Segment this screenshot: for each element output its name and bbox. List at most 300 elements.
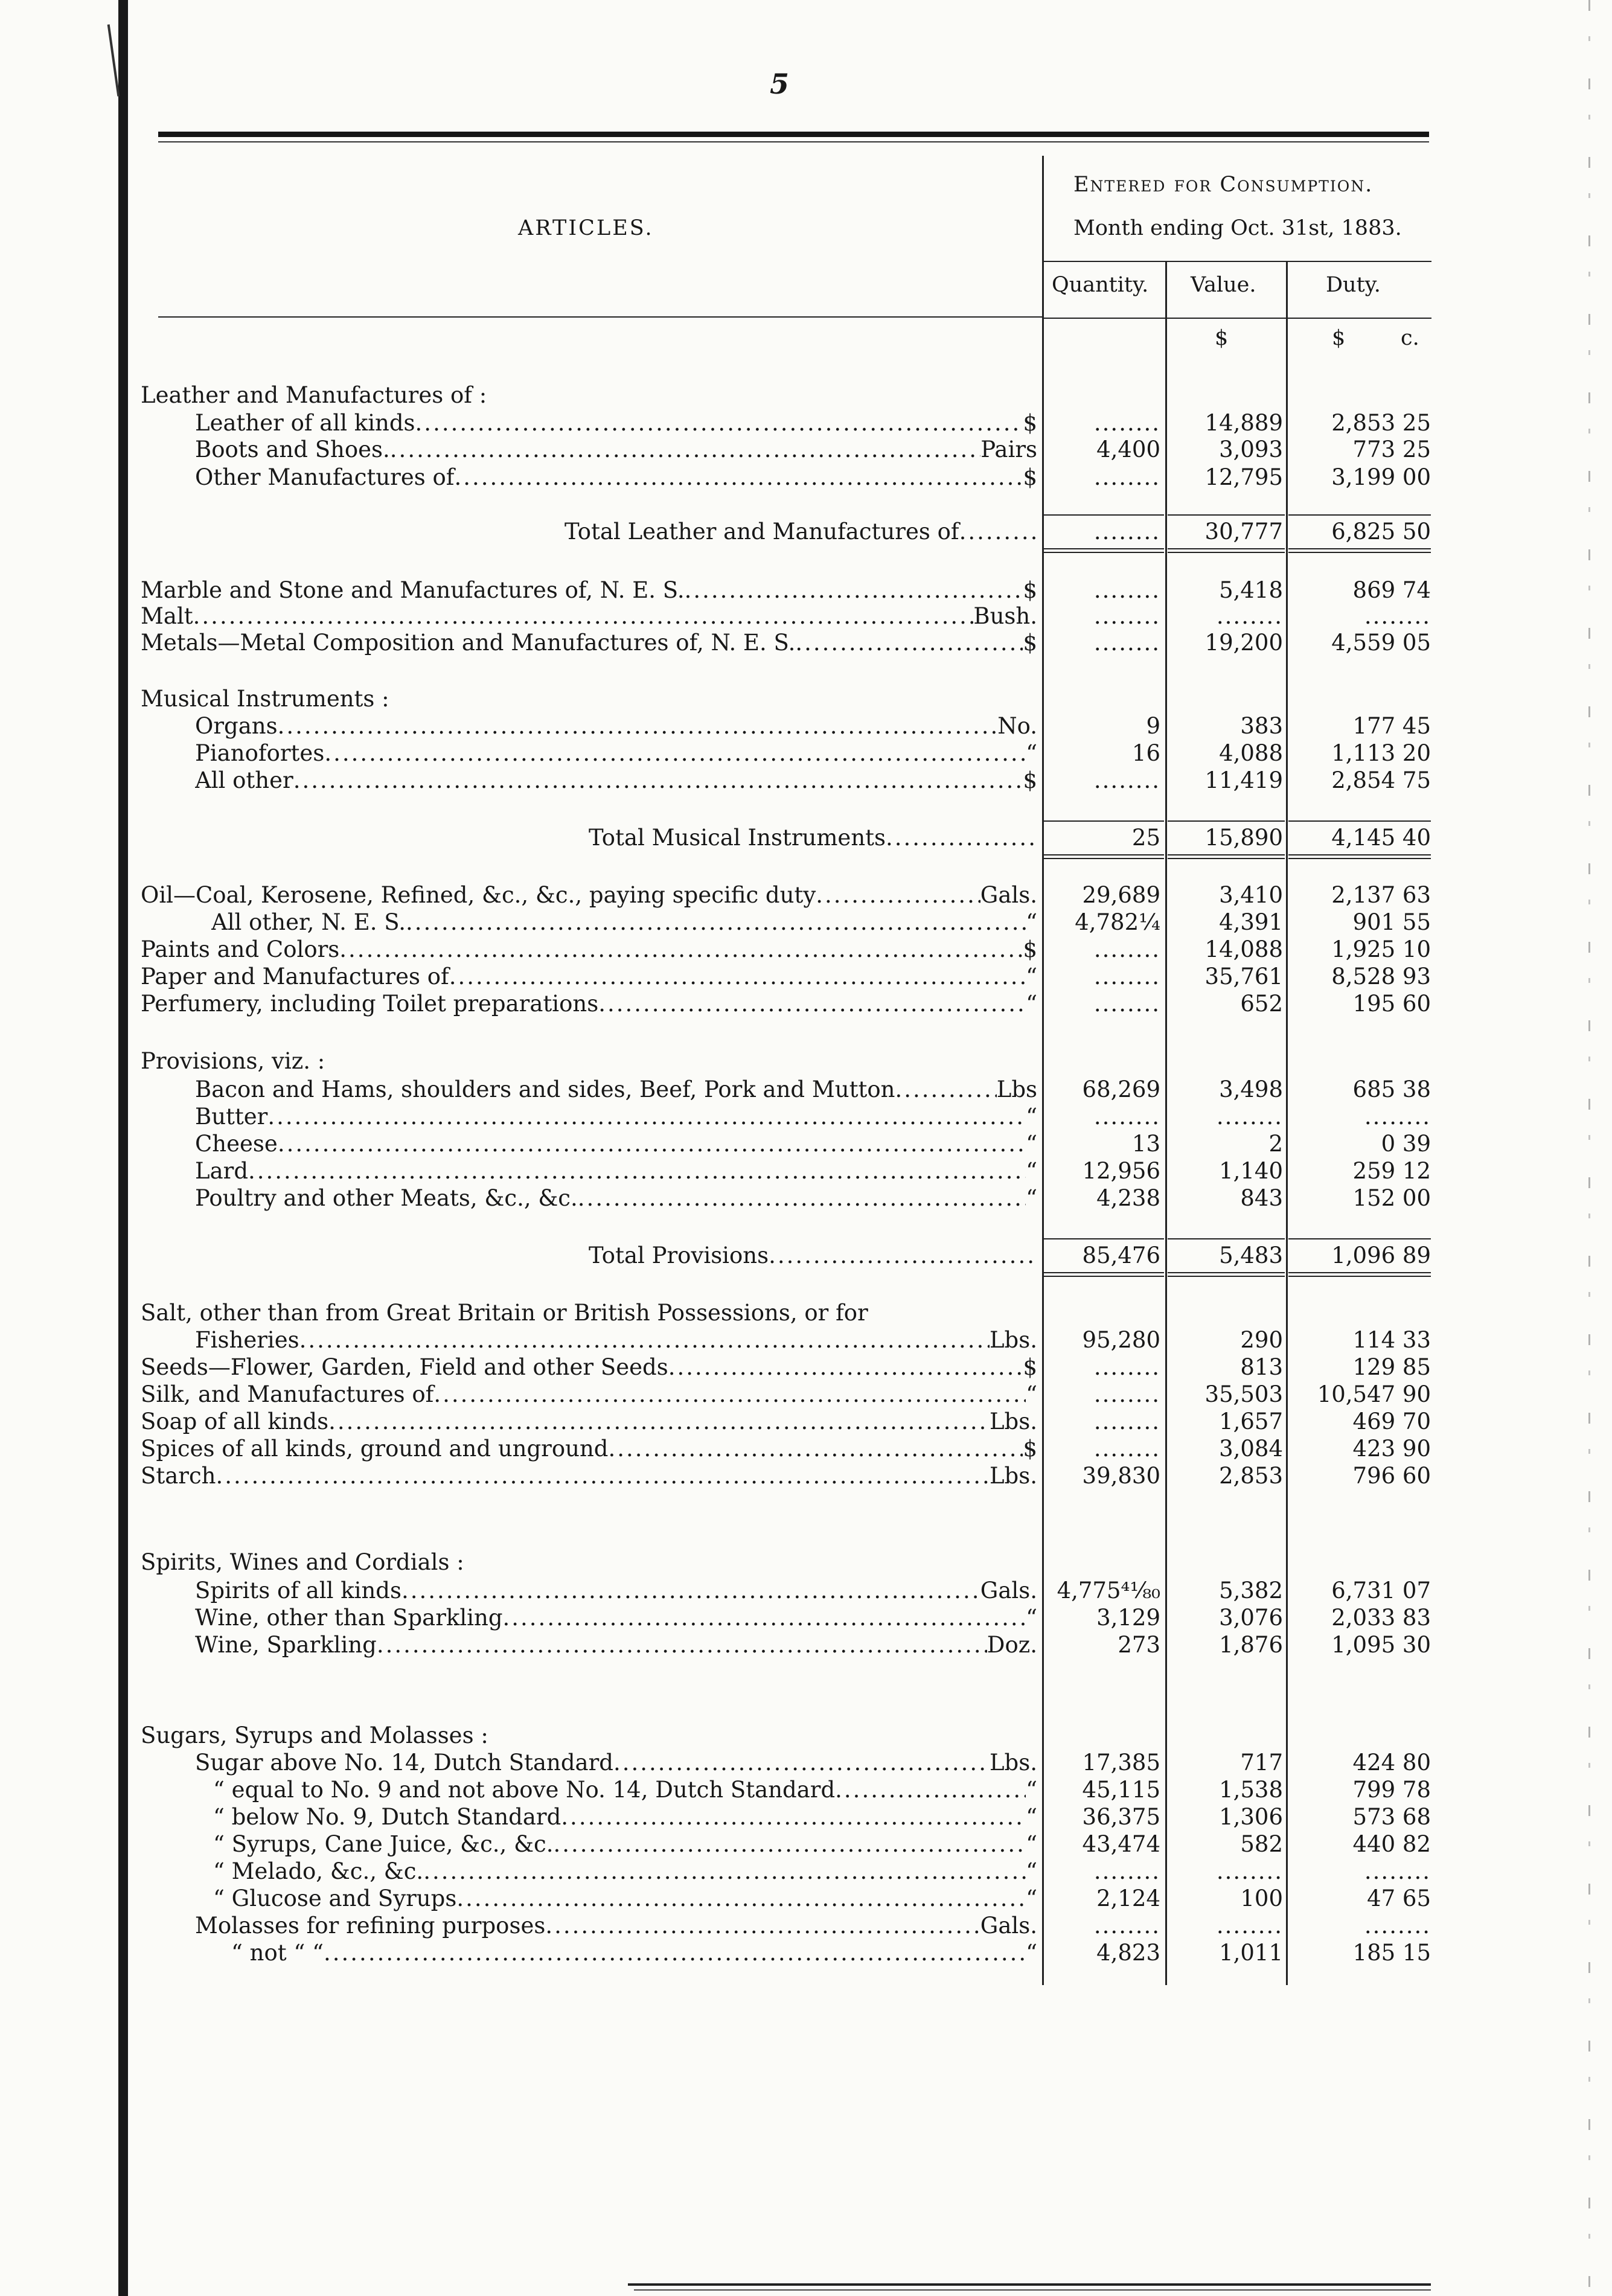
total-rule-below: [1168, 548, 1285, 549]
duty-cell: 796 60: [1352, 1463, 1431, 1489]
group-heading: [141, 685, 1037, 713]
article-label: [213, 1885, 1037, 1913]
duty-cell: 4,145 40: [1331, 825, 1431, 851]
value-cell: 19,200: [1204, 630, 1283, 656]
table-row: [0, 685, 1612, 713]
duty-cell: 1,096 89: [1331, 1242, 1431, 1268]
article-label: [141, 881, 1037, 909]
article-text: Spirits of all kinds: [195, 1578, 401, 1604]
quantity-cell: [1044, 1103, 1160, 1131]
article-text: Marble and Stone and Manufactures of, N. E. S.: [141, 577, 685, 603]
table-row: [0, 1722, 1612, 1750]
duty-cell: 0 39: [1381, 1131, 1431, 1157]
article-label: [195, 1130, 1037, 1158]
article-label: [195, 767, 1037, 795]
dot-leader: [561, 1803, 1026, 1831]
quantity-cell: 4,400: [1096, 436, 1160, 462]
unit-label: “: [1026, 1831, 1037, 1857]
value-unit: $: [1215, 326, 1229, 350]
table-row: [0, 1130, 1612, 1158]
article-text: Paper and Manufactures of: [141, 964, 449, 990]
unit-label: Gals.: [980, 1578, 1037, 1604]
article-text: “ not “ “: [231, 1940, 324, 1966]
dot-leader: [377, 1631, 987, 1659]
unit-label: “: [1026, 1858, 1037, 1884]
article-label: [195, 1076, 1037, 1104]
duty-cell: 177 45: [1352, 713, 1431, 739]
quantity-cell: 3,129: [1096, 1605, 1160, 1631]
unit-label: Bush.: [973, 603, 1037, 629]
quantity-cell: [1044, 1408, 1160, 1436]
total-rule-above: [1168, 1238, 1285, 1239]
period-header: Month ending Oct. 31st, 1883.: [1073, 216, 1402, 240]
dot-leader: [554, 1831, 1026, 1858]
quantity-cell: [1044, 1381, 1160, 1409]
dot-leader: [339, 936, 1023, 964]
quantity-cell: [1044, 990, 1160, 1018]
article-text: Seeds—Flower, Garden, Field and other Seeds: [141, 1354, 668, 1380]
header-bottom-rule: [158, 316, 1042, 318]
dot-leader: [456, 1885, 1026, 1913]
duty-cell: [1292, 1912, 1431, 1940]
unit-label: “: [1026, 1777, 1037, 1803]
article-text: Leather of all kinds: [195, 410, 415, 436]
dot-leader: [578, 1185, 1026, 1212]
value-cell: 35,761: [1204, 964, 1283, 990]
article-text: “ Glucose and Syrups: [213, 1885, 457, 1911]
duty-cell: 2,137 63: [1331, 882, 1431, 908]
group-heading: [141, 1549, 1037, 1576]
table-row: [0, 1408, 1612, 1436]
duty-cell: 1,113 20: [1331, 740, 1431, 766]
quantity-cell: 9: [1146, 713, 1160, 739]
total-rule-above: [1288, 820, 1431, 822]
dot-leader: [598, 990, 1026, 1018]
value-cell: 1,538: [1219, 1777, 1283, 1803]
duty-cell: 259 12: [1352, 1158, 1431, 1184]
unit-label: Lbs.: [989, 1463, 1037, 1489]
unit-label: “: [1026, 1940, 1037, 1966]
article-text: All other: [195, 767, 293, 793]
article-text: Sugars, Syrups and Molasses :: [141, 1722, 488, 1748]
article-label: [213, 1831, 1037, 1858]
article-label: [141, 1462, 1037, 1490]
duty-cell: 424 80: [1352, 1750, 1431, 1776]
duty-cell: 47 65: [1367, 1885, 1431, 1911]
dot-leader: [328, 1408, 990, 1436]
value-cell: 1,140: [1219, 1158, 1283, 1184]
dot-leader: [959, 518, 1037, 546]
total-rule-above: [1043, 1238, 1164, 1239]
article-label: [141, 936, 1037, 964]
article-text: Fisheries: [195, 1327, 299, 1353]
table-row: [0, 1185, 1612, 1212]
dot-leader: [685, 577, 1023, 604]
quantity-cell: 16: [1131, 740, 1160, 766]
total-rule-below: [1288, 548, 1431, 549]
table-row: [0, 1047, 1612, 1075]
total-rule-above: [1043, 514, 1164, 516]
value-cell: 3,084: [1219, 1436, 1283, 1462]
quantity-cell: 17,385: [1082, 1750, 1160, 1776]
dot-leader: [503, 1604, 1026, 1632]
total-label: [565, 518, 1037, 546]
article-text: Cheese: [195, 1131, 278, 1157]
article-label: [213, 1803, 1037, 1831]
article-text: Starch: [141, 1463, 216, 1489]
duty-cell: 469 70: [1352, 1409, 1431, 1434]
value-cell: 15,890: [1204, 825, 1283, 851]
table-row: [0, 740, 1612, 767]
value-cell: [1168, 603, 1283, 630]
group-heading: [141, 1047, 1037, 1075]
quantity-cell: 29,689: [1082, 882, 1160, 908]
dot-leader: [668, 1354, 1023, 1381]
article-label: [141, 990, 1037, 1018]
page-number: 5: [770, 68, 790, 100]
article-text: Bacon and Hams, shoulders and sides, Beef, Pork and Mutton: [195, 1076, 895, 1102]
dot-leader: [401, 1577, 980, 1605]
value-cell: 4,088: [1219, 740, 1283, 766]
duty-cell: 152 00: [1352, 1185, 1431, 1211]
value-cell: 14,088: [1204, 936, 1283, 962]
article-label: [141, 1381, 1037, 1409]
quantity-cell: [1044, 1858, 1160, 1885]
table-row: [0, 1939, 1612, 1967]
quantity-cell: 12,956: [1082, 1158, 1160, 1184]
dot-leader: [613, 1749, 990, 1777]
group-heading: [141, 1722, 1037, 1750]
table-row: [0, 1103, 1612, 1131]
duty-unit-dollars: $: [1332, 326, 1346, 350]
dot-leader: [248, 1157, 1026, 1185]
article-text: Boots and Shoes.: [195, 436, 390, 462]
unit-label: Lbs.: [989, 1750, 1037, 1776]
quantity-cell: 25: [1131, 825, 1160, 851]
group-heading: [141, 1299, 1037, 1327]
table-row: [0, 767, 1612, 795]
total-rule-below: [1043, 548, 1164, 549]
value-cell: 5,418: [1219, 577, 1283, 603]
article-text: Molasses for refining purposes: [195, 1913, 546, 1939]
quantity-cell: [1044, 603, 1160, 630]
total-rule-above: [1168, 820, 1285, 822]
unit-label: $: [1023, 410, 1037, 436]
value-cell: 813: [1240, 1354, 1283, 1380]
quantity-cell: 273: [1118, 1632, 1160, 1658]
quantity-cell: [1044, 1354, 1160, 1381]
header-bottom-rule-right: [1042, 318, 1431, 319]
quantity-cell: 4,823: [1096, 1940, 1160, 1966]
value-cell: 582: [1240, 1831, 1283, 1857]
article-label: [141, 1354, 1037, 1381]
unit-label: Doz.: [987, 1632, 1037, 1658]
dot-leader: [267, 1103, 1026, 1131]
value-cell: [1168, 1912, 1283, 1940]
article-text: Organs: [195, 713, 278, 739]
value-cell: 717: [1240, 1750, 1283, 1776]
article-text: Wine, other than Sparkling: [195, 1605, 503, 1631]
dot-leader: [324, 740, 1026, 767]
total-rule-below: [1168, 854, 1285, 855]
article-text: Total Leather and Manufactures of: [565, 519, 959, 545]
dot-leader: [816, 881, 980, 909]
duty-cell: [1292, 1103, 1431, 1131]
unit-label: $: [1023, 936, 1037, 962]
total-rule-below-double: [1168, 552, 1285, 553]
table-row: [0, 1435, 1612, 1463]
unit-label: “: [1026, 1381, 1037, 1407]
unit-label: Lbs.: [989, 1327, 1037, 1353]
unit-label: No.: [997, 713, 1037, 739]
col-value-header: Value.: [1191, 273, 1256, 297]
duty-cell: 423 90: [1352, 1436, 1431, 1462]
quantity-cell: [1044, 963, 1160, 991]
quantity-cell: 45,115: [1082, 1777, 1160, 1803]
table-row: [0, 909, 1612, 936]
article-text: Musical Instruments :: [141, 686, 389, 712]
table-row: [0, 963, 1612, 991]
quantity-cell: [1044, 1912, 1160, 1940]
article-text: Provisions, viz. :: [141, 1048, 325, 1074]
article-label: [195, 1326, 1037, 1354]
total-rule-below: [1043, 854, 1164, 855]
dot-leader: [299, 1326, 990, 1354]
value-cell: 652: [1240, 991, 1283, 1017]
duty-cell: 799 78: [1352, 1777, 1431, 1803]
dot-leader: [835, 1776, 1026, 1804]
duty-cell: 195 60: [1352, 991, 1431, 1017]
quantity-cell: 85,476: [1082, 1242, 1160, 1268]
duty-cell: 3,199 00: [1331, 464, 1431, 490]
article-label: [195, 464, 1037, 491]
article-label: [141, 603, 1037, 630]
article-label: [195, 1749, 1037, 1777]
quantity-cell: 2,124: [1096, 1885, 1160, 1911]
total-rule-above: [1168, 514, 1285, 516]
duty-cell: 573 68: [1352, 1804, 1431, 1830]
total-rule-below-double: [1288, 858, 1431, 859]
article-text: “ Melado, &c., &c.: [213, 1858, 424, 1884]
duty-cell: 6,825 50: [1331, 519, 1431, 545]
table-row: [0, 1076, 1612, 1104]
value-cell: 1,306: [1219, 1804, 1283, 1830]
article-label: [141, 629, 1037, 657]
value-cell: 2,853: [1219, 1463, 1283, 1489]
quantity-cell: 13: [1131, 1131, 1160, 1157]
total-rule-below-double: [1168, 858, 1285, 859]
article-text: Wine, Sparkling: [195, 1632, 377, 1658]
article-text: Pianofortes: [195, 740, 325, 766]
value-cell: 14,889: [1204, 410, 1283, 436]
article-label: [213, 1858, 1037, 1885]
duty-cell: 129 85: [1352, 1354, 1431, 1380]
dot-leader: [769, 1242, 1037, 1270]
articles-header: ARTICLES.: [518, 216, 654, 240]
value-cell: 3,093: [1219, 436, 1283, 462]
dot-leader: [795, 629, 1023, 657]
header-rule-thick: [158, 132, 1429, 137]
unit-label: Lbs.: [989, 1409, 1037, 1434]
table-row: [0, 824, 1612, 852]
dot-leader: [324, 1939, 1026, 1967]
quantity-cell: [1044, 409, 1160, 437]
dot-leader: [423, 1858, 1026, 1885]
unit-label: “: [1026, 1185, 1037, 1211]
value-cell: 5,382: [1219, 1578, 1283, 1604]
table-row: [0, 629, 1612, 657]
unit-label: “: [1026, 964, 1037, 990]
entered-header: Entered for Consumption.: [1073, 173, 1374, 197]
quantity-cell: 4,238: [1096, 1185, 1160, 1211]
quantity-cell: 4,782¼: [1075, 909, 1160, 935]
table-row: [0, 1912, 1612, 1940]
article-label: [195, 1631, 1037, 1659]
duty-cell: 185 15: [1352, 1940, 1431, 1966]
quantity-cell: 68,269: [1082, 1076, 1160, 1102]
table-row: [0, 1326, 1612, 1354]
duty-cell: 2,033 83: [1331, 1605, 1431, 1631]
table-row: [0, 436, 1612, 464]
col-quantity-header: Quantity.: [1052, 273, 1149, 297]
total-rule-below-double: [1043, 858, 1164, 859]
duty-cell: 440 82: [1352, 1831, 1431, 1857]
dot-leader: [415, 409, 1023, 437]
quantity-cell: 43,474: [1082, 1831, 1160, 1857]
unit-label: “: [1026, 1605, 1037, 1631]
table-row: [0, 1831, 1612, 1858]
dot-leader: [278, 1130, 1026, 1158]
table-row: [0, 603, 1612, 630]
article-label: [195, 1103, 1037, 1131]
unit-label: Gals.: [980, 1913, 1037, 1939]
article-label: [141, 963, 1037, 991]
value-cell: 1,657: [1219, 1409, 1283, 1434]
article-label: [141, 1408, 1037, 1436]
table-row: [0, 1803, 1612, 1831]
table-row: [0, 1749, 1612, 1777]
table-row: [0, 1354, 1612, 1381]
value-cell: 383: [1240, 713, 1283, 739]
article-label: [195, 712, 1037, 740]
quantity-cell: [1044, 577, 1160, 604]
value-cell: 5,483: [1219, 1242, 1283, 1268]
total-rule-above: [1043, 820, 1164, 822]
table-row: [0, 518, 1612, 546]
value-cell: 30,777: [1204, 519, 1283, 545]
dot-leader: [390, 436, 980, 464]
quantity-cell: [1044, 464, 1160, 491]
duty-cell: [1292, 603, 1431, 630]
table-row: [0, 1242, 1612, 1270]
unit-label: “: [1026, 1804, 1037, 1830]
article-text: Total Provisions: [589, 1242, 769, 1268]
dot-leader: [895, 1076, 996, 1104]
group-heading: [141, 382, 1037, 409]
article-label: [141, 1435, 1037, 1463]
article-label: [231, 1939, 1037, 1967]
article-text: Metals—Metal Composition and Manufactures of, N. E. S.: [141, 630, 796, 656]
table-row: [0, 382, 1612, 409]
quantity-cell: 36,375: [1082, 1804, 1160, 1830]
table-row: [0, 1631, 1612, 1659]
total-rule-above: [1288, 1238, 1431, 1239]
duty-cell: 2,854 75: [1331, 767, 1431, 793]
dot-leader: [406, 909, 1026, 936]
article-text: Spirits, Wines and Cordials :: [141, 1549, 464, 1575]
table-row: [0, 409, 1612, 437]
unit-label: $: [1023, 464, 1037, 490]
article-text: Salt, other than from Great Britain or British Possessions, or for: [141, 1300, 868, 1326]
header-rule-thin: [158, 141, 1429, 142]
total-rule-below: [1288, 1272, 1431, 1273]
article-label: [195, 1577, 1037, 1605]
unit-label: “: [1026, 1131, 1037, 1157]
table-row: [0, 1776, 1612, 1804]
value-cell: 3,498: [1219, 1076, 1283, 1102]
total-rule-below: [1288, 854, 1431, 855]
value-cell: 11,419: [1204, 767, 1283, 793]
duty-cell: 773 25: [1352, 436, 1431, 462]
total-rule-below-double: [1043, 1276, 1164, 1277]
duty-cell: 2,853 25: [1331, 410, 1431, 436]
article-text: Spices of all kinds, ground and unground: [141, 1436, 609, 1462]
total-rule-below-double: [1288, 1276, 1431, 1277]
dot-leader: [433, 1381, 1026, 1409]
dot-leader: [454, 464, 1023, 491]
unit-label: “: [1026, 909, 1037, 935]
unit-label: $: [1023, 577, 1037, 603]
duty-cell: 10,547 90: [1317, 1381, 1431, 1407]
unit-label: “: [1026, 1104, 1037, 1130]
table-row: [0, 577, 1612, 604]
article-text: Silk, and Manufactures of: [141, 1381, 434, 1407]
unit-label: $: [1023, 1436, 1037, 1462]
value-cell: 3,410: [1219, 882, 1283, 908]
table-row: [0, 936, 1612, 964]
duty-cell: 1,925 10: [1331, 936, 1431, 962]
unit-label: $: [1023, 1354, 1037, 1380]
article-text: All other, N. E. S.: [211, 909, 406, 935]
unit-label: “: [1026, 1158, 1037, 1184]
unit-label: Lbs: [996, 1076, 1037, 1102]
quantity-cell: 4,775⁴¹⁄₈₀: [1057, 1578, 1160, 1604]
value-cell: 1,011: [1219, 1940, 1283, 1966]
duty-cell: 6,731 07: [1331, 1578, 1431, 1604]
value-cell: [1168, 1858, 1283, 1885]
table-row: [0, 1858, 1612, 1885]
quantity-cell: [1044, 518, 1160, 546]
table-row: [0, 1885, 1612, 1913]
article-label: [195, 1604, 1037, 1632]
dot-leader: [545, 1912, 980, 1940]
duty-cell: 8,528 93: [1331, 964, 1431, 990]
article-label: [195, 1157, 1037, 1185]
total-rule-below-double: [1288, 552, 1431, 553]
article-text: Total Musical Instruments: [589, 825, 886, 851]
article-label: [211, 909, 1037, 936]
value-cell: 100: [1240, 1885, 1283, 1911]
duty-cell: 1,095 30: [1331, 1632, 1431, 1658]
article-text: Butter: [195, 1104, 268, 1130]
duty-cell: 869 74: [1352, 577, 1431, 603]
value-cell: 843: [1240, 1185, 1283, 1211]
article-label: [195, 409, 1037, 437]
unit-label: Pairs: [980, 436, 1037, 462]
article-text: Sugar above No. 14, Dutch Standard: [195, 1750, 613, 1776]
dot-leader: [449, 963, 1026, 991]
value-cell: [1168, 1103, 1283, 1131]
